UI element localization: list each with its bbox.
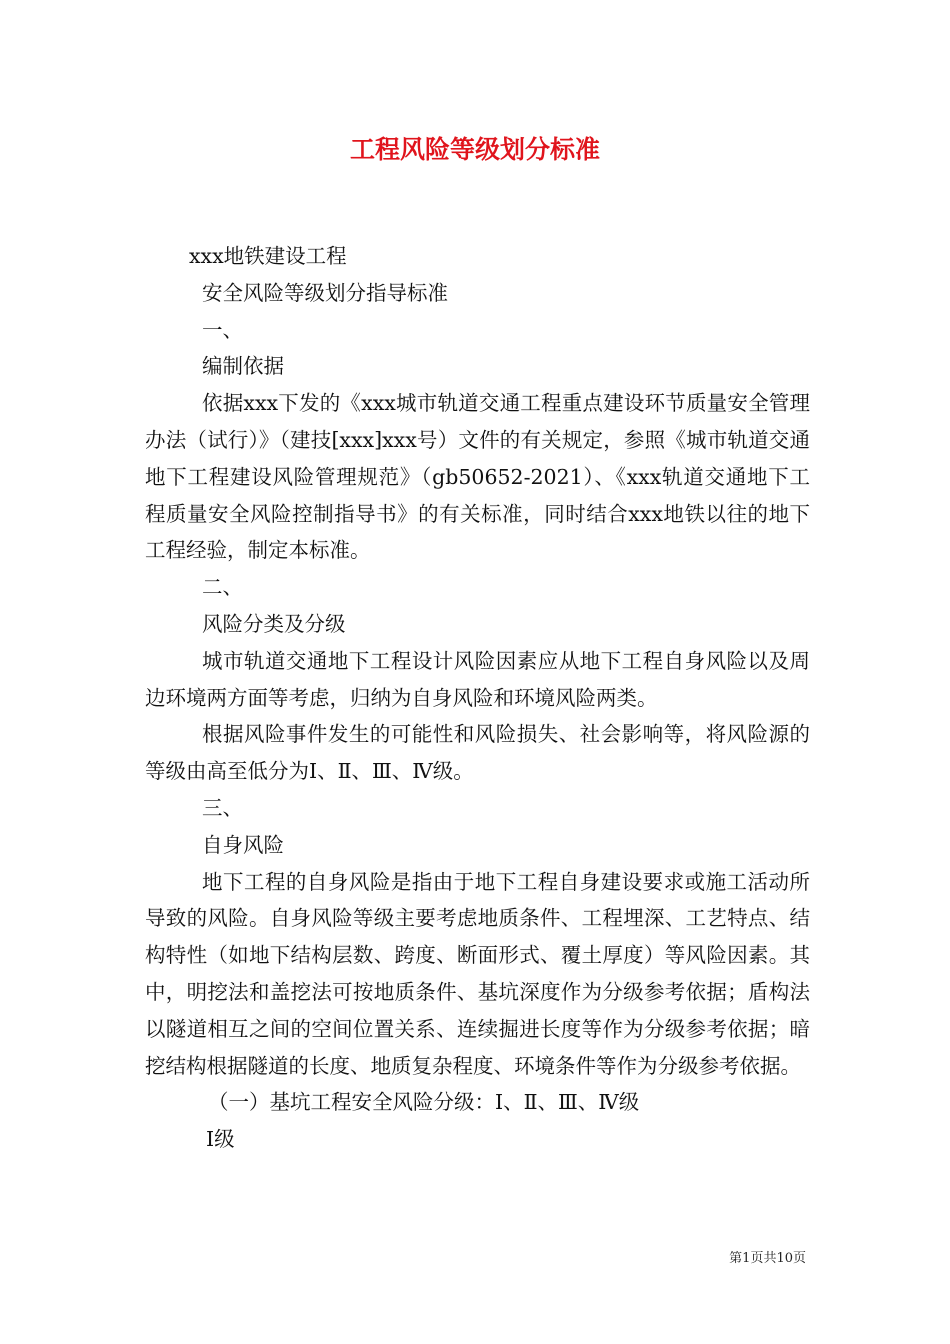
paragraph-own-risk: 地下工程的自身风险是指由于地下工程自身建设要求或施工活动所导致的风险。自身风险等级主要考虑地质条件、工程埋深、工艺特点、结构特性（如地下结构层数、跨度、断面形式、覆土厚度）等风险因素。其中，明挖法和盖挖法可按地质条件、基坑深度作为分级参考依据；盾构法以隧道相互之间的空间位置关系、连续掘进长度等作为分级参考依据；暗挖结构根据隧道的长度、地质复杂程度、环境条件等作为分级参考依据。 [145,869,810,1078]
paragraph-project-name: xxx地铁建设工程 [189,244,347,268]
subsection-foundation-pit: （一）基坑工程安全风险分级：Ⅰ、Ⅱ、Ⅲ、Ⅳ级 [208,1090,640,1115]
level-one-heading: Ⅰ级 [206,1127,235,1152]
paragraph-risk-factors: 城市轨道交通地下工程设计风险因素应从地下工程自身风险以及周边环境两方面等考虑，归纳为自身风险和环境风险两类。 [145,648,810,710]
section-number-3: 三、 [202,795,243,820]
section-number-1: 一、 [202,317,243,342]
document-body [145,238,810,1158]
page-footer: 第1页共10页 [729,1251,806,1266]
paragraph-risk-levels: 根据风险事件发生的可能性和风险损失、社会影响等，将风险源的等级由高至低分为Ⅰ、Ⅱ、Ⅲ、Ⅳ级。 [145,722,810,784]
section-heading-basis: 编制依据 [202,354,284,379]
document-title: 工程风险等级划分标准 [349,135,600,164]
paragraph-standard-name: 安全风险等级划分指导标准 [202,280,448,305]
section-heading-own-risk: 自身风险 [202,832,284,857]
paragraph-basis: 依据xxx下发的《xxx城市轨道交通工程重点建设环节质量安全管理办法（试行）》（建技[xxx]xxx号）文件的有关规定，参照《城市轨道交通地下工程建设风险管理规范》（gb50652-2021）、《xxx轨道交通地下工程质量安全风险控制指导书》的有关标准，同时结合xxx地铁以往的地下工程经验，制定本标准。 [145,391,810,563]
section-number-2: 二、 [202,575,243,600]
section-heading-classification: 风险分类及分级 [202,611,346,636]
